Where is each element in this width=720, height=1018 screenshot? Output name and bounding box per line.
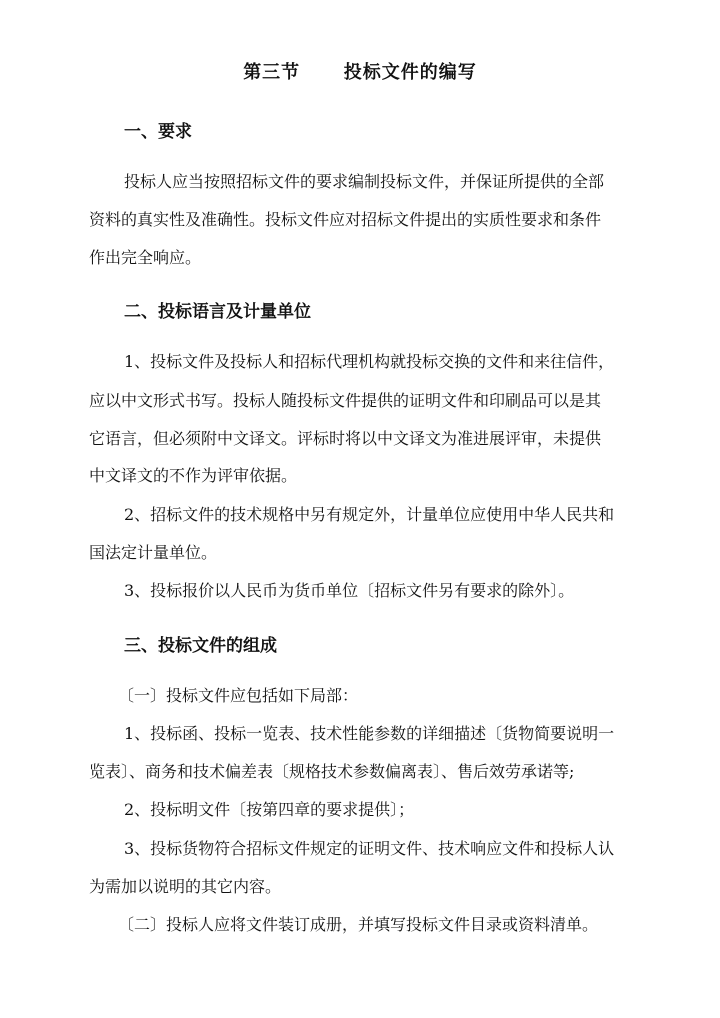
paragraph-line: 2、招标文件的技术规格中另有规定外，计量单位应使用中华人民共和 — [124, 505, 615, 524]
section-title: 第三节 投标文件的编写 — [243, 62, 477, 83]
paragraph-line: 3、投标报价以人民币为货币单位〔招标文件另有要求的除外〕。 — [124, 581, 575, 600]
paragraph-line: 〔一〕投标文件应包括如下局部： — [118, 686, 359, 705]
paragraph-line: 投标人应当按照招标文件的要求编制投标文件，并保证所提供的全部 — [124, 172, 605, 191]
heading-language-units: 二、投标语言及计量单位 — [124, 302, 311, 322]
paragraph-line: 应以中文形式书写。投标人随投标文件提供的证明文件和印刷品可以是其 — [89, 391, 602, 410]
paragraph-line: 1、投标文件及投标人和招标代理机构就投标交换的文件和来往信件， — [124, 352, 615, 371]
paragraph-line: 1、投标函、投标一览表、技术性能参数的详细描述〔货物简要说明一 — [124, 724, 615, 743]
paragraph-line: 作出完全响应。 — [89, 248, 202, 267]
paragraph-line: 国法定计量单位。 — [89, 543, 218, 562]
paragraph-line: 览表〕、商务和技术偏差表〔规格技术参数偏离表〕、售后效劳承诺等; — [89, 762, 575, 781]
paragraph-line: 它语言，但必须附中文译文。评标时将以中文译文为准进展评审，未提供 — [89, 429, 602, 448]
paragraph-line: 〔二〕投标人应将文件装订成册，并填写投标文件目录或资料清单。 — [118, 915, 599, 934]
paragraph-line: 2、投标明文件〔按第四章的要求提供〕； — [124, 800, 415, 819]
heading-requirements: 一、要求 — [124, 122, 192, 142]
paragraph-line: 资料的真实性及准确性。投标文件应对招标文件提出的实质性要求和条件 — [89, 210, 602, 229]
paragraph-line: 中文译文的不作为评审依据。 — [89, 466, 298, 485]
paragraph-line: 3、投标货物符合招标文件规定的证明文件、技术响应文件和投标人认 — [124, 839, 615, 858]
heading-composition: 三、投标文件的组成 — [124, 636, 277, 656]
paragraph-line: 为需加以说明的其它内容。 — [89, 877, 282, 896]
